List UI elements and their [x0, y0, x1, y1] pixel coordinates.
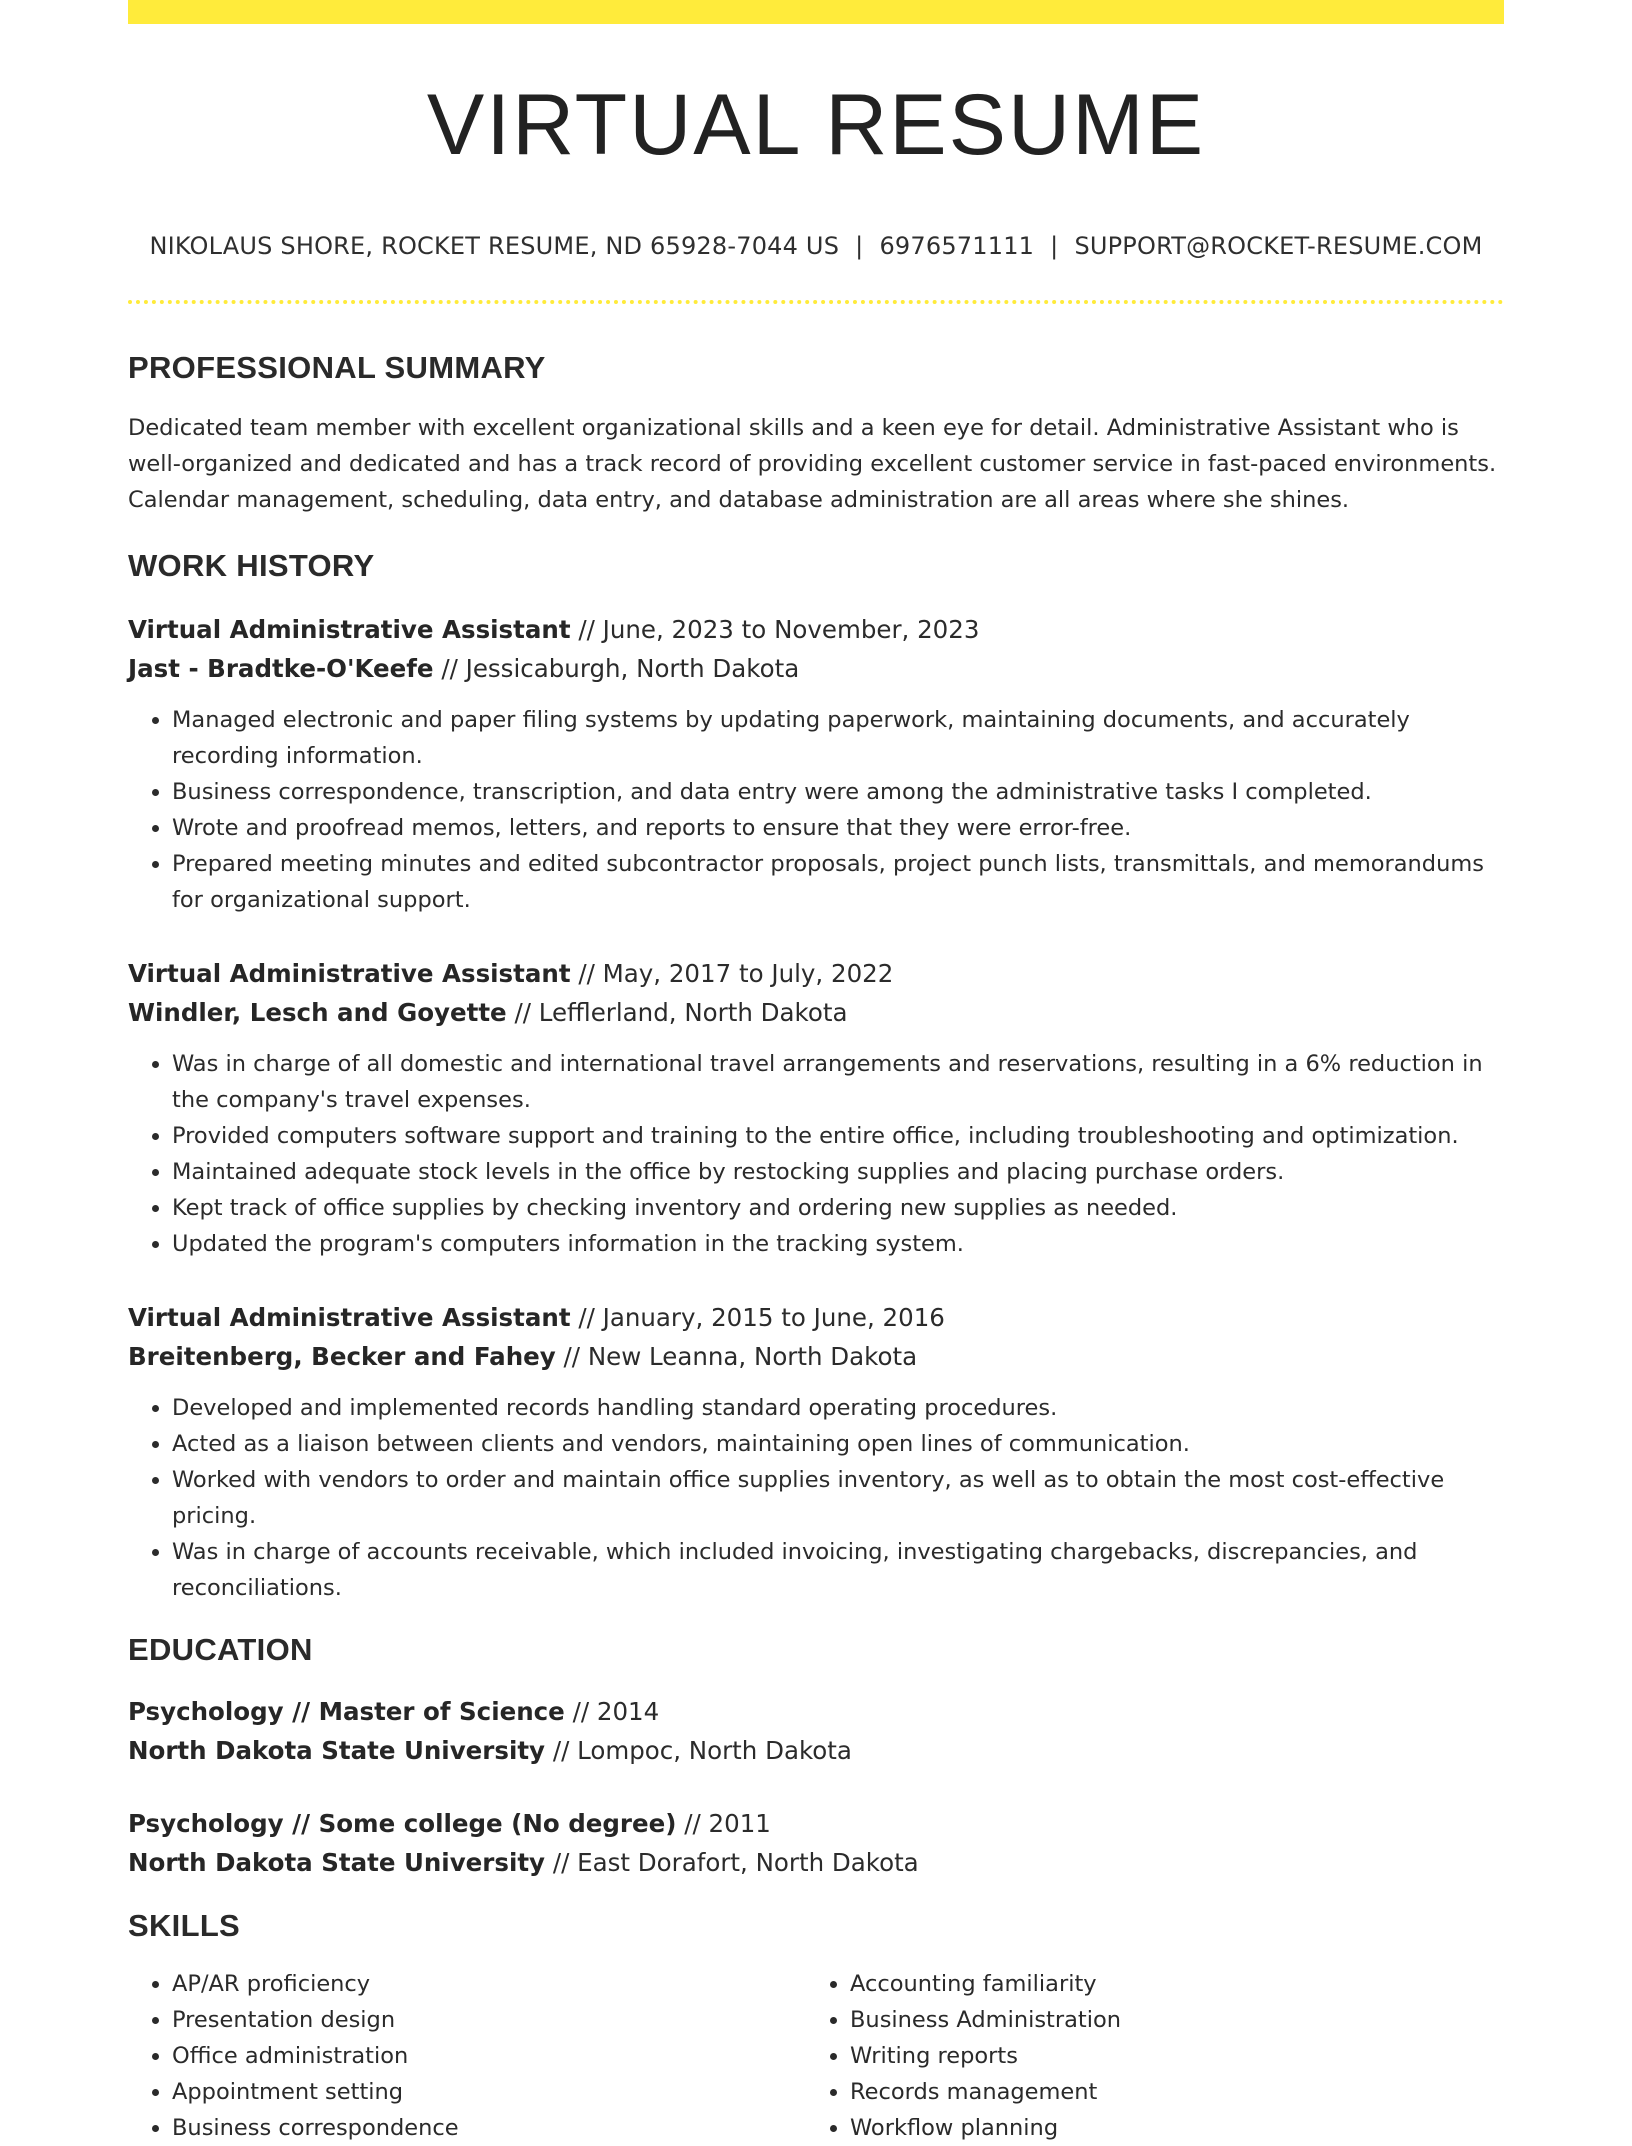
education-degree-line — [128, 1804, 1504, 1843]
summary-text: Dedicated team member with excellent organizational skills and a keen eye for detail. Administrative Assistant who is well-organized and dedicated and has a track record of providing excellent customer service in fast-paced environments. Calendar management, scheduling, data entry, and database administration are all areas where she shines. — [128, 415, 1497, 514]
skills-list-right — [806, 1966, 1484, 2146]
education-entry — [128, 1804, 1504, 1882]
list-item: • Presentation design — [172, 2002, 806, 2038]
contact-separator: | — [855, 232, 864, 261]
job-company-line — [128, 993, 1504, 1032]
list-item: • Worked with vendors to order and maintain office supplies inventory, as well as to obtain the most cost-effective pricing. — [172, 1462, 1504, 1534]
skills-list-left — [128, 1966, 806, 2146]
job-location: // New Leanna, North Dakota — [555, 1342, 918, 1372]
list-item: • Was in charge of accounts receivable, which included invoicing, investigating chargebacks, discrepancies, and reconciliations. — [172, 1534, 1504, 1606]
education-school-line — [128, 1843, 1504, 1882]
list-item: • Business Administration — [850, 2002, 1484, 2038]
list-item: • Was in charge of all domestic and international travel arrangements and reservations, resulting in a 6% reduction in the company's travel expenses. — [172, 1046, 1504, 1118]
list-item: • Workflow planning — [850, 2110, 1484, 2146]
job-title-line — [128, 1298, 1504, 1337]
job-dates: // June, 2023 to November, 2023 — [570, 615, 980, 645]
education-degree-line — [128, 1692, 1504, 1731]
education-school-line — [128, 1731, 1504, 1770]
education-entry — [128, 1692, 1504, 1770]
contact-email: SUPPORT@ROCKET-RESUME.COM — [1074, 232, 1483, 261]
job-title-line — [128, 954, 1504, 993]
education-degree: Psychology // Some college (No degree) — [128, 1809, 677, 1839]
education-school: North Dakota State University — [128, 1736, 546, 1766]
job-bullets — [128, 1390, 1504, 1606]
education-location: // Lompoc, North Dakota — [545, 1736, 852, 1766]
list-item: • Prepared meeting minutes and edited subcontractor proposals, project punch lists, transmittals, and memorandums for organizational support. — [172, 846, 1504, 918]
contact-separator: | — [1050, 232, 1059, 261]
education-school: North Dakota State University — [128, 1848, 546, 1878]
education-heading: EDUCATION — [128, 1632, 313, 1668]
job-location: // Jessicaburgh, North Dakota — [433, 654, 800, 684]
list-item: • Accounting familiarity — [850, 1966, 1484, 2002]
contact-line — [128, 232, 1504, 260]
accent-top-bar — [128, 0, 1504, 24]
contact-address: NIKOLAUS SHORE, ROCKET RESUME, ND 65928-7044 US — [149, 232, 840, 261]
job-entry — [128, 610, 1504, 918]
list-item: • Records management — [850, 2074, 1484, 2110]
job-bullets — [128, 1046, 1504, 1262]
list-item: • Kept track of office supplies by checking inventory and ordering new supplies as needed. — [172, 1190, 1504, 1226]
job-title: Virtual Administrative Assistant — [128, 959, 571, 989]
job-location: // Lefflerland, North Dakota — [506, 998, 848, 1028]
education-location: // East Dorafort, North Dakota — [545, 1848, 919, 1878]
education-year: // 2011 — [676, 1809, 771, 1839]
list-item: • AP/AR proficiency — [172, 1966, 806, 2002]
list-item: • Updated the program's computers information in the tracking system. — [172, 1226, 1504, 1262]
list-item: • Managed electronic and paper filing systems by updating paperwork, maintaining documents, and accurately recording information. — [172, 702, 1504, 774]
job-company: Windler, Lesch and Goyette — [128, 998, 507, 1028]
list-item: • Writing reports — [850, 2038, 1484, 2074]
education-year: // 2014 — [564, 1697, 660, 1727]
list-item: • Business correspondence, transcription, and data entry were among the administrative tasks I completed. — [172, 774, 1504, 810]
list-item: • Maintained adequate stock levels in the office by restocking supplies and placing purchase orders. — [172, 1154, 1504, 1190]
list-item: • Office administration — [172, 2038, 806, 2074]
work-history-heading: WORK HISTORY — [128, 548, 375, 584]
job-title: Virtual Administrative Assistant — [128, 615, 571, 645]
job-dates: // January, 2015 to June, 2016 — [570, 1303, 945, 1333]
education-degree: Psychology // Master of Science — [128, 1697, 565, 1727]
list-item: • Developed and implemented records handling standard operating procedures. — [172, 1390, 1504, 1426]
dotted-divider — [128, 300, 1504, 304]
job-title-line — [128, 610, 1504, 649]
list-item: • Appointment setting — [172, 2074, 806, 2110]
job-company-line — [128, 649, 1504, 688]
skills-heading: SKILLS — [128, 1908, 241, 1944]
list-item: • Provided computers software support and training to the entire office, including troubleshooting and optimization. — [172, 1118, 1504, 1154]
resume-page — [128, 0, 1504, 2146]
contact-phone: 6976571111 — [879, 232, 1035, 261]
job-bullets — [128, 702, 1504, 918]
job-company: Breitenberg, Becker and Fahey — [128, 1342, 556, 1372]
summary-heading: PROFESSIONAL SUMMARY — [128, 350, 546, 386]
skills-columns — [128, 1966, 1504, 2146]
resume-title: VIRTUAL RESUME — [426, 77, 1206, 173]
job-dates: // May, 2017 to July, 2022 — [570, 959, 894, 989]
job-entry — [128, 1298, 1504, 1606]
job-title: Virtual Administrative Assistant — [128, 1303, 571, 1333]
list-item: • Business correspondence — [172, 2110, 806, 2146]
job-company: Jast - Bradtke-O'Keefe — [128, 654, 434, 684]
job-company-line — [128, 1337, 1504, 1376]
list-item: • Acted as a liaison between clients and vendors, maintaining open lines of communication. — [172, 1426, 1504, 1462]
list-item: • Wrote and proofread memos, letters, and reports to ensure that they were error-free. — [172, 810, 1504, 846]
job-entry — [128, 954, 1504, 1262]
